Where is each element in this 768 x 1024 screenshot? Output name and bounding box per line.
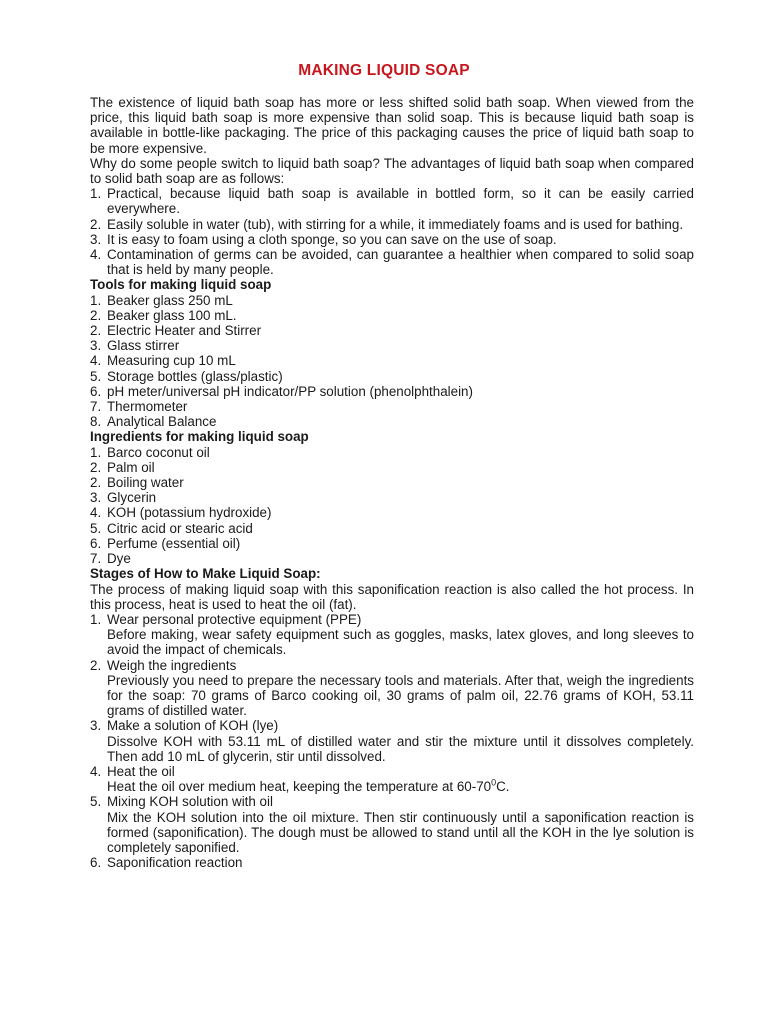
list-item — [90, 505, 694, 520]
list-item — [90, 232, 694, 247]
stage-item — [90, 855, 694, 870]
stages-intro: The process of making liquid soap with this saponification reaction is also called the hot process. In this process, heat is used to heat the oil (fat). — [90, 581, 694, 612]
stages-heading: Stages of How to Make Liquid Soap: — [90, 566, 321, 582]
list-number: 4. — [90, 247, 102, 263]
list-item — [90, 414, 694, 429]
stage-title: Mixing KOH solution with oil — [107, 794, 273, 810]
list-item — [90, 384, 694, 399]
list-text: Storage bottles (glass/plastic) — [107, 368, 283, 384]
tools-list — [90, 293, 694, 430]
degree-superscript: 0 — [491, 777, 497, 788]
intro-question: Why do some people switch to liquid bath soap? The advantages of liquid bath soap when compared to solid bath soap are as follows: — [90, 155, 694, 187]
list-number: 8. — [90, 414, 102, 430]
list-number: 3. — [90, 718, 102, 734]
list-item — [90, 445, 694, 460]
list-number: 2. — [90, 459, 102, 475]
list-text: It is easy to foam using a cloth sponge, so you can save on the use of soap. — [107, 231, 557, 247]
list-number: 5. — [90, 794, 102, 810]
list-item — [90, 186, 694, 216]
list-item — [90, 308, 694, 323]
stage-item — [90, 658, 694, 719]
intro-paragraph: The existence of liquid bath soap has more or less shifted solid bath soap. When viewed from the price, this liquid bath soap is more expensive than solid soap. This is because liquid bath soap is available in bottle-like packaging. The price of this packaging causes the price of liquid bath soap to be more expensive. — [90, 95, 694, 156]
list-item — [90, 521, 694, 536]
list-number: 1. — [90, 444, 102, 460]
stage-title: Saponification reaction — [107, 855, 243, 871]
list-text: Boiling water — [107, 475, 184, 491]
stage-title: Heat the oil — [107, 763, 175, 779]
list-text: Perfume (essential oil) — [107, 535, 241, 551]
list-item — [90, 353, 694, 368]
list-number: 6. — [90, 383, 102, 399]
stage-item — [90, 718, 694, 764]
list-number: 5. — [90, 520, 102, 536]
list-item — [90, 399, 694, 414]
list-number: 3. — [90, 490, 102, 506]
list-number: 1. — [90, 292, 102, 308]
list-number: 2. — [90, 307, 102, 323]
list-number: 7. — [90, 551, 102, 567]
list-number: 3. — [90, 338, 102, 354]
list-text: Easily soluble in water (tub), with stirring for a while, it immediately foams and is used for bathing. — [107, 216, 684, 232]
list-item — [90, 247, 694, 277]
list-item — [90, 490, 694, 505]
list-number: 1. — [90, 186, 102, 202]
list-number: 6. — [90, 535, 102, 551]
ingredients-list — [90, 445, 694, 567]
stage-body: Mix the KOH solution into the oil mixture. Then stir continuously until a saponification reaction is formed (saponification). The dough must be allowed to stand until all the KOH in the lye solution is completely saponified. — [107, 809, 694, 855]
list-number: 5. — [90, 368, 102, 384]
list-text: Beaker glass 250 mL — [107, 292, 233, 308]
stage-body-unit: C. — [496, 779, 510, 795]
list-item — [90, 323, 694, 338]
list-number: 4. — [90, 763, 102, 779]
list-text: Thermometer — [107, 399, 188, 415]
list-text: Glycerin — [107, 490, 157, 506]
list-item — [90, 217, 694, 232]
list-text: Practical, because liquid bath soap is available in bottled form, so it can be easily carried everywhere. — [107, 186, 694, 217]
stage-body-text: Heat the oil over medium heat, keeping the temperature at 60-70 — [107, 779, 492, 795]
list-number: 4. — [90, 505, 102, 521]
stage-body: Before making, wear safety equipment such as goggles, masks, latex gloves, and long sleeves to avoid the impact of chemicals. — [107, 627, 694, 658]
stage-item — [90, 612, 694, 658]
list-text: KOH (potassium hydroxide) — [107, 505, 272, 521]
list-text: Analytical Balance — [107, 414, 217, 430]
list-number: 2. — [90, 657, 102, 673]
list-item — [90, 551, 694, 566]
stage-title: Weigh the ingredients — [107, 657, 237, 673]
list-number: 3. — [90, 231, 102, 247]
list-item — [90, 475, 694, 490]
list-number: 2. — [90, 216, 102, 232]
list-number: 1. — [90, 611, 102, 627]
stage-body: Dissolve KOH with 53.11 mL of distilled water and stir the mixture until it dissolves completely. Then add 10 mL of glycerin, stir until dissolved. — [107, 733, 694, 764]
list-number: 2. — [90, 323, 102, 339]
list-number: 6. — [90, 855, 102, 871]
stage-body — [107, 779, 694, 794]
list-item — [90, 536, 694, 551]
list-text: Dye — [107, 551, 131, 567]
document-title: MAKING LIQUID SOAP — [298, 62, 470, 79]
ingredients-heading: Ingredients for making liquid soap — [90, 429, 309, 445]
document-body — [90, 95, 694, 870]
list-item — [90, 293, 694, 308]
stage-body: Previously you need to prepare the necessary tools and materials. After that, weigh the ingredients for the soap: 70 grams of Barco cooking oil, 30 grams of palm oil, 22.76 grams of KOH, 53.11 grams of distilled water. — [107, 672, 694, 719]
stages-list — [90, 612, 694, 870]
list-text: Contamination of germs can be avoided, can guarantee a healthier when compared to solid soap that is held by many people. — [107, 247, 694, 278]
list-text: Barco coconut oil — [107, 444, 210, 460]
stage-title: Wear personal protective equipment (PPE) — [107, 611, 362, 627]
list-item — [90, 369, 694, 384]
list-text: Beaker glass 100 mL. — [107, 307, 237, 323]
list-text: Palm oil — [107, 459, 155, 475]
list-item — [90, 338, 694, 353]
stage-item — [90, 764, 694, 794]
list-number: 4. — [90, 353, 102, 369]
list-text: Electric Heater and Stirrer — [107, 323, 262, 339]
list-text: Citric acid or stearic acid — [107, 520, 253, 536]
stage-item — [90, 794, 694, 855]
stage-title: Make a solution of KOH (lye) — [107, 718, 279, 734]
list-text: Glass stirrer — [107, 338, 180, 354]
advantages-list — [90, 186, 694, 277]
list-number: 2. — [90, 475, 102, 491]
list-number: 7. — [90, 399, 102, 415]
list-text: pH meter/universal pH indicator/PP solution (phenolphthalein) — [107, 383, 473, 399]
tools-heading: Tools for making liquid soap — [90, 277, 272, 293]
list-item — [90, 460, 694, 475]
list-text: Measuring cup 10 mL — [107, 353, 236, 369]
